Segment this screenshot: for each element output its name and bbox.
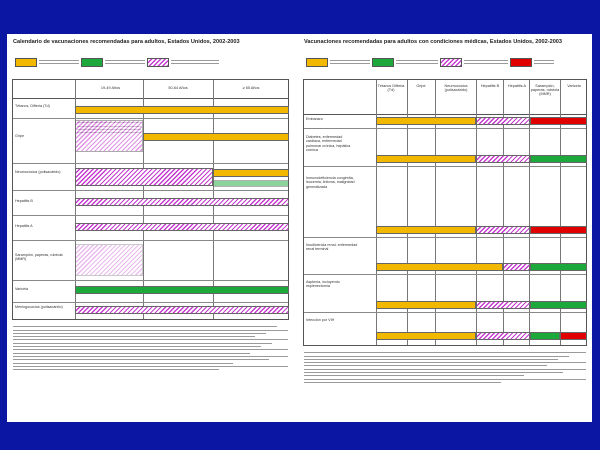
cell-chronic-y xyxy=(376,155,476,163)
bar-pneumo-risk xyxy=(75,168,213,186)
cell-asplenia-hep xyxy=(476,301,530,309)
bar-hepb-risk xyxy=(75,198,289,206)
cond-label-chronic: Diabetes, enfermedad cardiaca, enfermedad pulmonar crónica, hepática crónica xyxy=(306,135,351,152)
cell-hiv-mmr xyxy=(530,332,560,340)
row-label-influenza: Gripe xyxy=(15,134,25,138)
cell-immuno-y xyxy=(376,226,476,234)
bar-influenza-risk xyxy=(75,120,143,152)
cell-hiv-hep xyxy=(476,332,530,340)
legend-swatch-all xyxy=(306,58,328,67)
header-hepa: Hepatitis A xyxy=(507,84,527,88)
cell-renal-mmr-var xyxy=(530,263,587,271)
header-influenza: Gripe xyxy=(416,84,426,88)
age-table xyxy=(12,79,289,320)
row-label-varicella: Varicela xyxy=(15,287,29,291)
header-hepb: Hepatitis B xyxy=(480,84,500,88)
row-label-meningococcal: Meningocócica (polisacárido) xyxy=(15,305,63,309)
legend-swatch-contraindicated xyxy=(510,58,532,67)
cell-asplenia-mmr-var xyxy=(530,301,587,309)
age-header xyxy=(13,80,288,99)
document-panel xyxy=(7,34,592,422)
header-mmr: Sarampión, paperas, rubéola (MMR) xyxy=(530,84,560,96)
left-title: Calendario de vacunaciones recomendadas para adultos, Estados Unidos, 2002-2003 xyxy=(13,39,240,45)
cond-label-asplenia: Asplenia, incluyendo esplenectomía xyxy=(306,280,340,289)
cell-renal-hepa xyxy=(503,263,530,271)
conditions-header xyxy=(304,80,586,115)
legend-swatch-catchup xyxy=(372,58,394,67)
row-label-pneumococcal: Neumocócica (polisacárido) xyxy=(15,170,61,174)
header-pneumo: Neumocócica (polisacárido) xyxy=(444,84,468,92)
legend-swatch-all-persons xyxy=(15,58,37,67)
header-age-65plus: ≥ 65 Años xyxy=(242,86,260,90)
cond-label-renal: Insuficiencia renal, enfermedad renal terminal xyxy=(306,243,358,252)
bar-hepa-risk xyxy=(75,223,289,231)
cond-label-pregnancy: Embarazo xyxy=(306,117,323,121)
right-footnotes xyxy=(304,350,586,385)
header-age-19-49: 19-49 Años xyxy=(100,86,121,90)
row-label-mmr: Sarampión, paperas, rubéola (MMR) xyxy=(15,253,63,262)
conditions-table xyxy=(303,79,587,346)
cell-hiv-var xyxy=(560,332,587,340)
left-footnotes xyxy=(13,324,288,372)
cell-preg-mmr-var xyxy=(530,117,587,125)
cell-asplenia-y xyxy=(376,301,476,309)
age-schedule xyxy=(7,34,294,422)
legend-right xyxy=(306,56,554,68)
bar-varicella-catchup xyxy=(75,286,289,294)
cell-chronic-hep xyxy=(476,155,530,163)
cond-label-immunodeficiency: Inmunodeficiencia congénita, leucemia, linfoma, malignidad generalizada xyxy=(306,176,355,189)
header-age-50-64: 50-64 Años xyxy=(168,86,188,90)
cell-preg-ytd xyxy=(376,117,476,125)
legend-swatch-risk xyxy=(440,58,462,67)
cell-hiv-y xyxy=(376,332,476,340)
row-label-td: Tétanos, Difteria (Td) xyxy=(15,104,50,108)
bar-pneumo-all xyxy=(213,169,289,177)
conditions-schedule xyxy=(298,34,592,422)
cond-label-hiv: Infección por VIH xyxy=(306,318,335,322)
legend xyxy=(15,56,219,68)
header-td: Tétanos Difteria (Td) xyxy=(377,84,405,92)
cell-chronic-mmr-var xyxy=(530,155,587,163)
bar-influenza-all xyxy=(143,133,289,141)
bar-mmr-catchup xyxy=(75,244,143,276)
legend-swatch-risk-groups xyxy=(147,58,169,67)
header-varicella: Varicela xyxy=(567,84,581,88)
legend-swatch-catch-up xyxy=(81,58,103,67)
row-label-hepa: Hepatitis A xyxy=(15,224,33,228)
right-title: Vacunaciones recomendadas para adultos con condiciones médicas, Estados Unidos, 2002-2003 xyxy=(304,39,563,45)
cell-immuno-mmr-var xyxy=(530,226,587,234)
bar-pneumo-revac xyxy=(213,180,289,187)
cell-renal-y xyxy=(376,263,503,271)
cell-immuno-hep xyxy=(476,226,530,234)
bar-td-all xyxy=(75,106,289,114)
row-label-hepb: Hepatitis B xyxy=(15,199,33,203)
bar-meningococcal-risk xyxy=(75,306,289,314)
cell-preg-hep xyxy=(476,117,530,125)
